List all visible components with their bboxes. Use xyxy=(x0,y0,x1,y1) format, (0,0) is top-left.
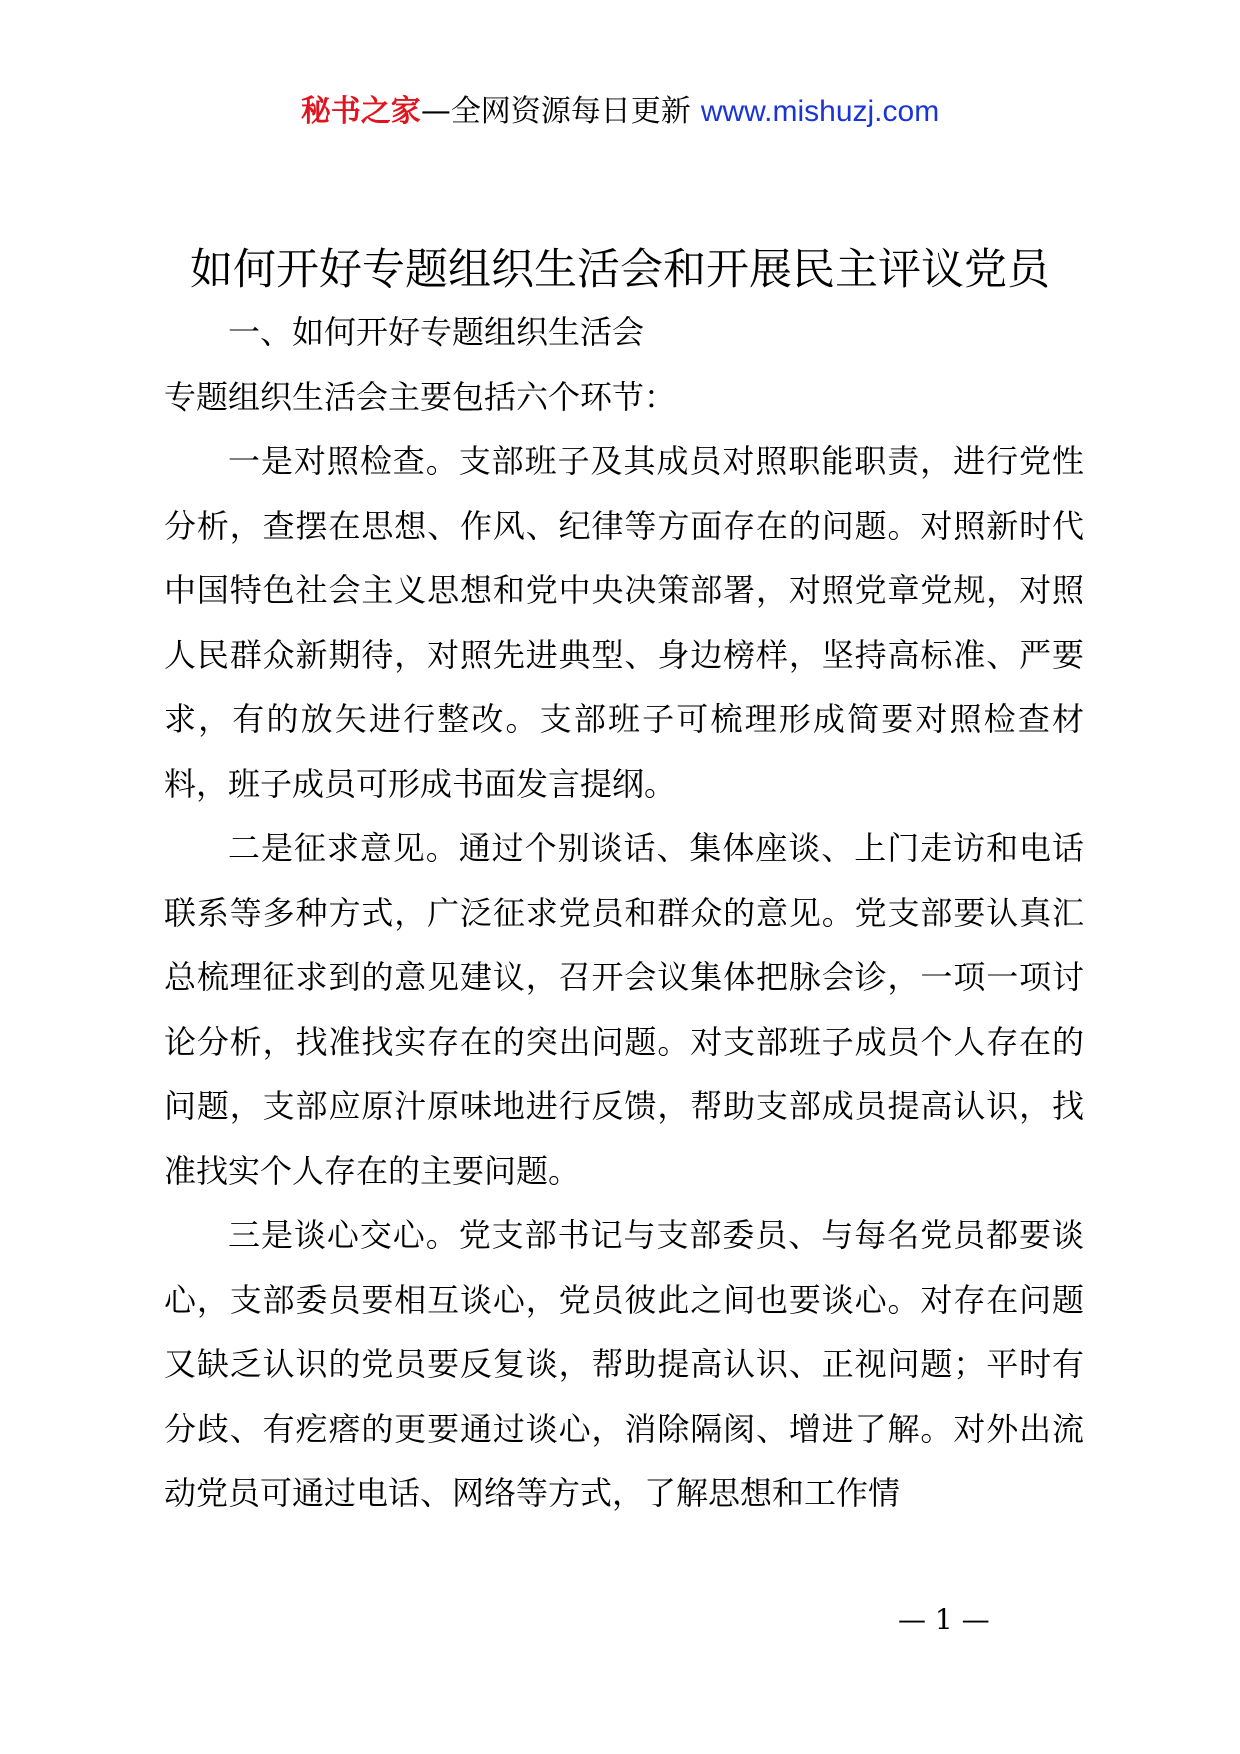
section-heading: 一、如何开好专题组织生活会 xyxy=(228,313,645,351)
document-title: 如何开好专题组织生活会和开展民主评议党员 xyxy=(190,245,1050,295)
site-brand: 秘书之家 xyxy=(300,94,421,129)
paragraph-opinions: 二是征求意见。通过个别谈话、集体座谈、上门走访和电话联系等多种方式，广泛征求党员和群众的意见。党支部要认真汇总梳理征求到的意见建议，召开会议集体把脉会诊，一项一项讨论分析，找准找实存在的突出问题。对支部班子成员个人存在的问题，支部应原汁原味地进行反馈，帮助支部成员提高认识，找准找实个人存在的主要问题。 xyxy=(164,829,1084,1190)
site-url-link[interactable]: www.mishuzj.com xyxy=(700,95,940,128)
paragraph-check: 一是对照检查。支部班子及其成员对照职能职责，进行党性分析，查摆在思想、作风、纪律等方面存在的问题。对照新时代中国特色社会主义思想和党中央决策部署，对照党章党规，对照人民群众新期待，对照先进典型、身边榜样，坚持高标准、严要求，有的放矢进行整改。支部班子可梳理形成简要对照检查材料，班子成员可形成书面发言提纲。 xyxy=(164,442,1084,803)
document-body xyxy=(164,300,1084,1526)
paragraph-heart-talk: 三是谈心交心。党支部书记与支部委员、与每名党员都要谈心，支部委员要相互谈心，党员彼此之间也要谈心。对存在问题又缺乏认识的党员要反复谈，帮助提高认识、正视问题；平时有分歧、有疙瘩的更要通过谈心，消除隔阂、增进了解。对外出流动党员可通过电话、网络等方式，了解思想和工作情 xyxy=(164,1216,1084,1512)
site-banner xyxy=(0,92,1240,132)
site-slogan: —全网资源每日更新 xyxy=(420,94,691,129)
intro-paragraph: 专题组织生活会主要包括六个环节： xyxy=(164,377,677,416)
page-number: — 1 — xyxy=(898,1603,990,1636)
